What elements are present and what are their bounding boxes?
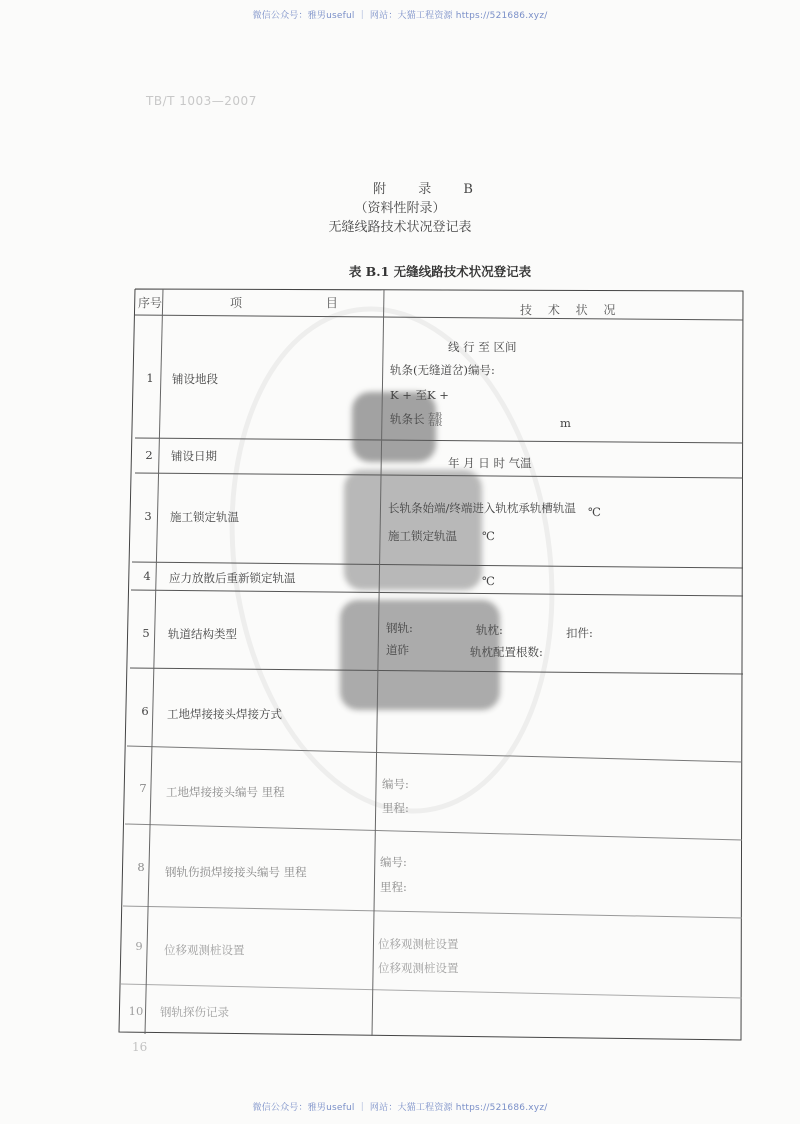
row3-temp-unit-1: ℃	[588, 505, 601, 519]
row8-number-field: 编号:	[380, 855, 407, 869]
row3-start-end-temp: 长轨条始端/终端进入轨枕承轨槽轨温	[388, 501, 576, 515]
row-number: 7	[139, 781, 147, 795]
row1-km-range: K + 至K +	[390, 388, 449, 402]
row7-mileage-field: 里程:	[382, 801, 409, 815]
document-code: TB/T 1003—2007	[146, 94, 257, 108]
appendix-kind: （资料性附录）	[354, 201, 446, 216]
row-item: 铺设地段	[172, 372, 218, 386]
page-footmark: 16	[132, 1040, 148, 1054]
rail-side-options: 左股 右股	[428, 412, 443, 427]
row7-number-field: 编号:	[382, 777, 409, 791]
row-number: 1	[146, 371, 154, 385]
header-item: 项 目	[230, 296, 378, 310]
row-item: 应力放散后重新锁定轨温	[169, 571, 296, 585]
row-item: 施工锁定轨温	[170, 510, 239, 524]
row5-sleeper: 轨枕:	[476, 623, 503, 637]
row5-sleeper-count: 轨枕配置根数:	[470, 645, 543, 659]
row-item: 轨道结构类型	[168, 627, 237, 641]
row3-lock-temp: 施工锁定轨温	[388, 529, 457, 543]
bottom-watermark-banner: 微信公众号：雅男useful ｜ 网站：大猫工程资源 https://521686.xyz/	[252, 1103, 548, 1113]
row2-date-fields: 年 月 日 时 气温	[448, 456, 532, 470]
row8-mileage-field: 里程:	[380, 880, 407, 894]
row-number: 8	[137, 860, 145, 874]
row1-section: 线 行 至 区间	[448, 340, 517, 354]
header-seq: 序号	[137, 296, 162, 310]
top-watermark-banner: 微信公众号：雅男useful ｜ 网站：大猫工程资源 https://521686.xyz/	[252, 11, 548, 21]
row-item: 铺设日期	[171, 449, 217, 463]
row-number: 3	[144, 509, 152, 523]
row1-rail-length	[390, 411, 442, 427]
row-number: 6	[141, 704, 149, 718]
appendix-label: 附 录 B	[373, 182, 487, 197]
table-caption: 表 B.1 无缝线路技术状况登记表	[348, 264, 532, 279]
row4-temp-unit: ℃	[482, 574, 495, 588]
row-item: 工地焊接接头焊接方式	[167, 707, 282, 721]
rail-length-label: 轨条长	[390, 412, 425, 426]
row-item: 钢轨伤损焊接接头编号 里程	[165, 865, 307, 879]
row-item: 工地焊接接头编号 里程	[166, 785, 285, 799]
appendix-title: 无缝线路技术状况登记表	[328, 220, 472, 235]
row9-line-1: 位移观测桩设置	[378, 937, 459, 951]
row-number: 9	[135, 939, 143, 953]
row9-line-2: 位移观测桩设置	[378, 961, 459, 975]
row5-fastener: 扣件:	[566, 626, 593, 640]
row-number: 4	[143, 569, 151, 583]
row-number: 5	[142, 626, 150, 640]
row1-unit: m	[560, 416, 571, 430]
row-item: 钢轨探伤记录	[160, 1005, 229, 1019]
row-number: 2	[145, 448, 153, 462]
row5-ballast: 道砟	[386, 643, 409, 657]
row-number: 10	[128, 1004, 144, 1018]
header-status: 技 术 状 况	[520, 303, 622, 317]
row3-temp-unit-2: ℃	[482, 529, 495, 543]
row1-rail-id: 轨条(无缝道岔)编号:	[390, 363, 495, 377]
row-item: 位移观测桩设置	[164, 943, 245, 957]
row5-rail: 钢轨:	[386, 621, 413, 635]
